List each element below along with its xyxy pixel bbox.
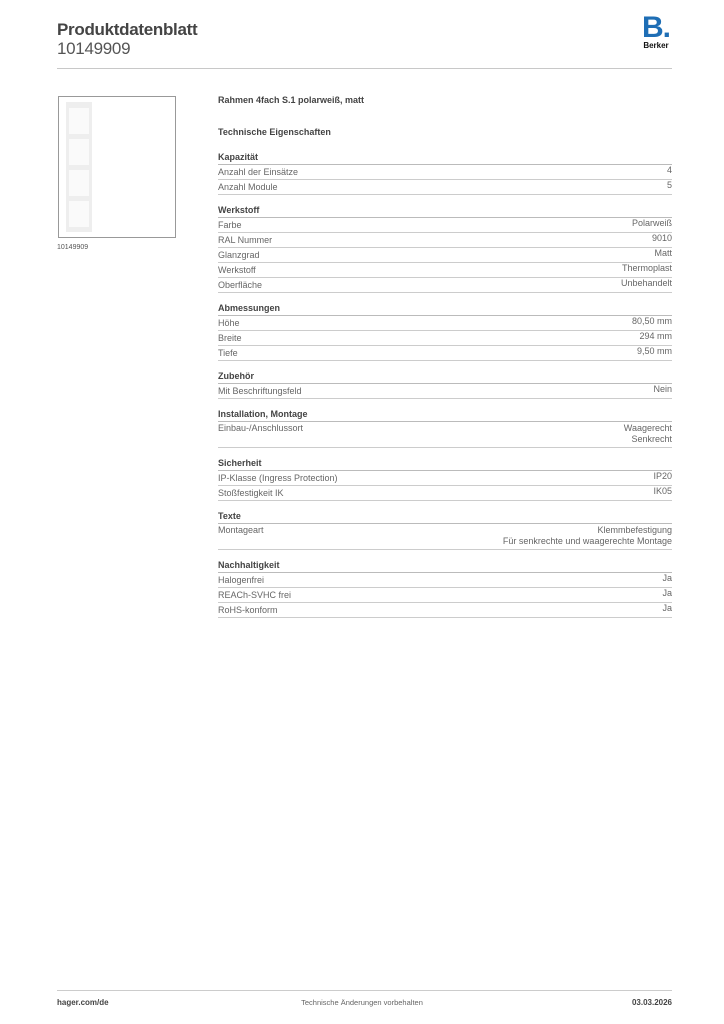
- spec-value-line: Ja: [662, 603, 672, 613]
- section-heading: Nachhaltigkeit: [218, 559, 672, 573]
- spec-value: [662, 573, 672, 587]
- product-number: 10149909: [57, 39, 131, 58]
- spec-label: Anzahl Module: [218, 182, 278, 192]
- spec-section: [218, 408, 672, 448]
- section-heading: Texte: [218, 510, 672, 524]
- spec-row: [218, 346, 672, 361]
- spec-label: Mit Beschriftungsfeld: [218, 386, 302, 396]
- section-heading: Abmessungen: [218, 302, 672, 316]
- page-title: Produktdatenblatt: [57, 20, 198, 39]
- spec-value: [632, 218, 672, 232]
- spec-label: REACh-SVHC frei: [218, 590, 292, 600]
- spec-section: [218, 151, 672, 195]
- section-heading: Installation, Montage: [218, 408, 672, 422]
- spec-section: [218, 370, 672, 399]
- header-divider: [57, 68, 672, 69]
- spec-label: Glanzgrad: [218, 250, 260, 260]
- spec-section: [218, 510, 672, 550]
- spec-sections: [218, 151, 672, 618]
- spec-value-line: Polarweiß: [631, 218, 672, 228]
- spec-value-line: Nein: [653, 384, 672, 394]
- spec-row: [218, 588, 672, 603]
- spec-value: [637, 346, 672, 360]
- spec-value-line: Waagerecht: [623, 423, 672, 433]
- spec-row: [218, 180, 672, 195]
- spec-row: [218, 524, 672, 550]
- spec-row: [218, 263, 672, 278]
- spec-section: [218, 302, 672, 361]
- spec-label: Werkstoff: [218, 265, 256, 275]
- footer-website[interactable]: hager.com/de: [57, 998, 109, 1007]
- spec-label: Anzahl der Einsätze: [218, 167, 299, 177]
- spec-value-line: Matt: [654, 248, 672, 258]
- spec-row: [218, 471, 672, 486]
- footer-note: Technische Änderungen vorbehalten: [301, 998, 423, 1007]
- spec-value-line: 4: [666, 165, 672, 175]
- spec-value: [652, 233, 672, 247]
- spec-label: Stoßfestigkeit IK: [218, 488, 284, 498]
- spec-value: [639, 331, 672, 345]
- spec-label: Montageart: [218, 525, 264, 535]
- spec-value: [621, 278, 672, 292]
- product-image: [58, 96, 176, 238]
- image-caption: 10149909: [57, 244, 89, 251]
- spec-row: [218, 278, 672, 293]
- spec-value-line: Unbehandelt: [620, 278, 672, 288]
- spec-row: [218, 248, 672, 263]
- spec-value-line: Ja: [662, 573, 672, 583]
- berker-logo: B. Berker: [641, 11, 670, 50]
- spec-value-line: 9010: [651, 233, 672, 243]
- footer-date: 03.03.2026: [631, 998, 672, 1007]
- spec-value: [662, 603, 672, 617]
- spec-value: [503, 525, 672, 547]
- spec-label: RoHS-konform: [218, 605, 278, 615]
- product-name: Rahmen 4fach S.1 polarweiß, matt: [218, 95, 365, 105]
- spec-value: [624, 423, 672, 445]
- spec-value-line: Thermoplast: [621, 263, 672, 273]
- spec-value-line: 294 mm: [639, 331, 672, 341]
- spec-row: [218, 165, 672, 180]
- spec-value-line: Klemmbefestigung: [597, 525, 672, 535]
- spec-value: [632, 316, 672, 330]
- spec-row: [218, 233, 672, 248]
- spec-value-line: Senkrecht: [631, 434, 672, 444]
- spec-value-line: Für senkrechte und waagerechte Montage: [502, 536, 672, 546]
- spec-value: [653, 471, 672, 485]
- section-heading: Sicherheit: [218, 457, 672, 471]
- spec-label: Halogenfrei: [218, 575, 265, 585]
- spec-row: [218, 422, 672, 448]
- spec-value: [653, 384, 672, 398]
- spec-value-line: IK05: [653, 486, 672, 496]
- spec-row: [218, 316, 672, 331]
- section-heading: Zubehör: [218, 370, 672, 384]
- spec-value: [622, 263, 672, 277]
- spec-label: IP-Klasse (Ingress Protection): [218, 473, 338, 483]
- spec-content: [218, 95, 672, 627]
- spec-label: Höhe: [218, 318, 240, 328]
- spec-row: [218, 384, 672, 399]
- spec-row: [218, 603, 672, 618]
- spec-value: [667, 165, 672, 179]
- spec-row: [218, 486, 672, 501]
- spec-row: [218, 331, 672, 346]
- spec-section: [218, 457, 672, 501]
- spec-label: Tiefe: [218, 348, 238, 358]
- section-heading: Werkstoff: [218, 204, 672, 218]
- spec-label: Farbe: [218, 220, 242, 230]
- section-title: Technische Eigenschaften: [218, 127, 331, 137]
- spec-value: [667, 180, 672, 194]
- spec-section: [218, 559, 672, 618]
- spec-value: [654, 248, 672, 262]
- spec-label: Oberfläche: [218, 280, 263, 290]
- spec-section: [218, 204, 672, 293]
- spec-value-line: IP20: [653, 471, 672, 481]
- spec-row: [218, 218, 672, 233]
- spec-value: [662, 588, 672, 602]
- spec-row: [218, 573, 672, 588]
- spec-label: Einbau-/Anschlussort: [218, 423, 304, 433]
- spec-label: Breite: [218, 333, 242, 343]
- spec-value: [653, 486, 672, 500]
- footer-divider: [57, 990, 672, 991]
- section-heading: Kapazität: [218, 151, 672, 165]
- spec-value-line: Ja: [662, 588, 672, 598]
- spec-value-line: 5: [666, 180, 672, 190]
- spec-value-line: 80,50 mm: [631, 316, 672, 326]
- spec-value-line: 9,50 mm: [636, 346, 672, 356]
- spec-label: RAL Nummer: [218, 235, 273, 245]
